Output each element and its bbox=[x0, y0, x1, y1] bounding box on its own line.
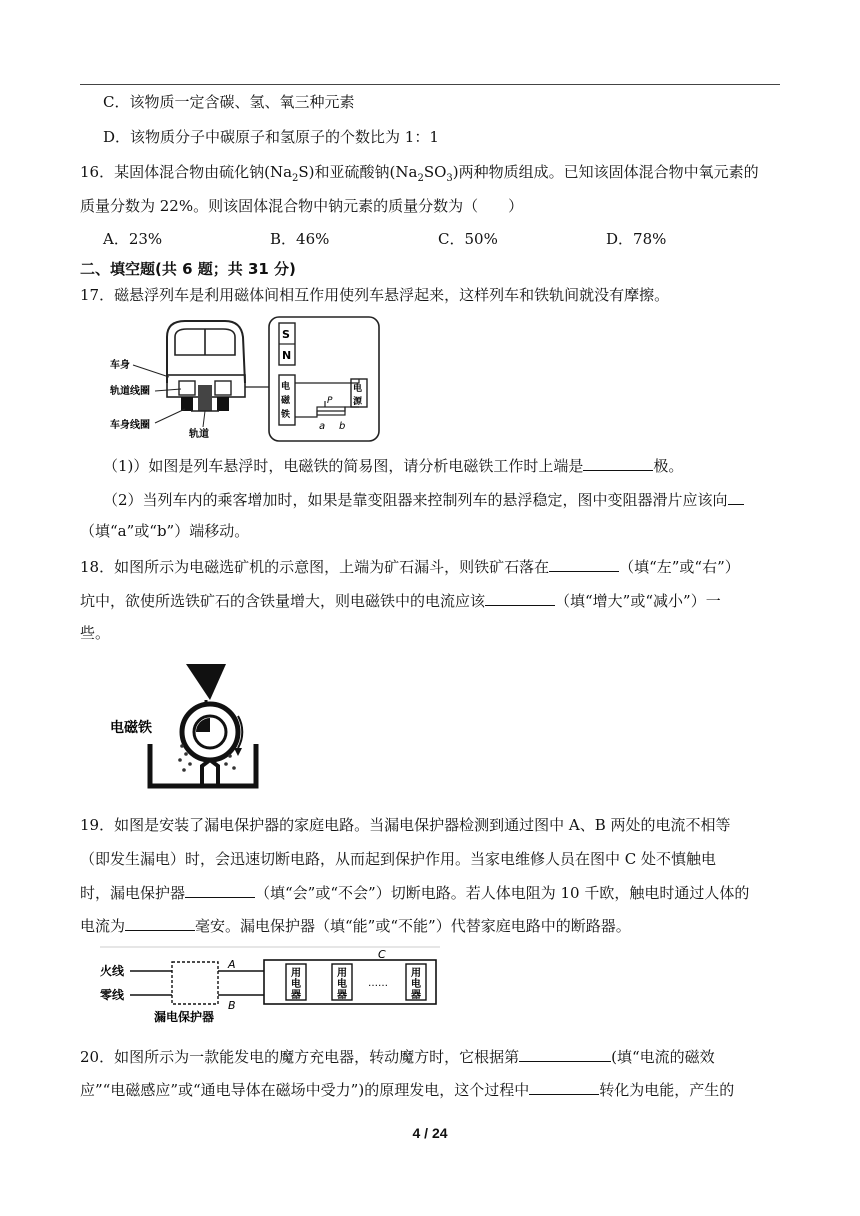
q16-sub-c: 3 bbox=[446, 173, 453, 184]
q18-line2-text: 坑中，欲使所选铁矿石的含铁量增大，则电磁铁中的电流应该 bbox=[80, 592, 486, 610]
appliance3-char-1: 用 bbox=[411, 968, 421, 979]
appliance2-char-1: 用 bbox=[337, 968, 347, 979]
appliance3-char-3: 器 bbox=[411, 990, 421, 1001]
label-protector: 漏电保护器 bbox=[154, 1010, 215, 1024]
q16-sub-a: 2 bbox=[292, 173, 299, 184]
label-live: 火线 bbox=[100, 964, 125, 978]
appliance-ellipsis: …… bbox=[368, 978, 388, 989]
label-neutral: 零线 bbox=[100, 988, 125, 1002]
q16-text-a: 16．某固体混合物由硫化钠(Na bbox=[80, 163, 293, 181]
q15-option-d: D．该物质分子中碳原子和氢原子的个数比为 1：1 bbox=[103, 128, 439, 146]
label-b: B bbox=[228, 999, 236, 1012]
q20-line-2 bbox=[80, 1079, 734, 1100]
q18-line-1 bbox=[80, 556, 740, 577]
q17-sub-2 bbox=[103, 489, 744, 510]
q16-text-b: S)和亚硫酸钠(Na bbox=[298, 163, 418, 181]
q17-blank-1[interactable] bbox=[583, 455, 653, 471]
q20-line1-text: 20．如图所示为一款能发电的魔方充电器，转动魔方时，它根据第 bbox=[80, 1048, 520, 1066]
q17-sub1-text: （1)）如图是列车悬浮时，电磁铁的简易图，请分析电磁铁工作时上端是 bbox=[103, 457, 584, 475]
q17-blank-2[interactable] bbox=[728, 489, 744, 505]
q18-line-2 bbox=[80, 590, 721, 611]
q19-line3-tail: （填“会”或“不会”）切断电路。若人体电阻为 10 千欧，触电时通过人体的 bbox=[255, 884, 750, 902]
q16-option-a: A．23% bbox=[103, 230, 163, 248]
appliance1-char-3: 器 bbox=[291, 990, 301, 1001]
q20-blank-1[interactable] bbox=[519, 1046, 611, 1062]
q20-line-1 bbox=[80, 1046, 715, 1067]
q17-line-1: 17．磁悬浮列车是利用磁体间相互作用使列车悬浮起来，这样列车和铁轨间就没有摩擦。 bbox=[80, 286, 670, 304]
q17-sub-2-line-2: （填“a”或“b”）端移动。 bbox=[80, 522, 250, 540]
leakage-circuit-figure bbox=[100, 946, 440, 1026]
appliance1-char-2: 电 bbox=[291, 979, 301, 990]
q18-line1-tail: （填“左”或“右”） bbox=[619, 558, 740, 576]
q19-blank-2[interactable] bbox=[125, 915, 195, 931]
header-rule bbox=[80, 84, 780, 85]
q20-line2-tail: 转化为电能，产生的 bbox=[599, 1081, 735, 1099]
electromagnet-char-3: 铁 bbox=[281, 410, 291, 420]
page-number: 4 / 24 bbox=[412, 1125, 448, 1141]
label-track-coil: 轨道线圈 bbox=[110, 386, 150, 397]
q16-option-d: D．78% bbox=[606, 230, 667, 248]
label-body: 车身 bbox=[110, 360, 130, 371]
q20-blank-2[interactable] bbox=[529, 1079, 599, 1095]
q18-blank-2[interactable] bbox=[485, 590, 555, 606]
section-heading: 二、填空题(共 6 题；共 31 分) bbox=[80, 260, 296, 278]
q18-line-3: 些。 bbox=[80, 624, 111, 642]
q19-line-4 bbox=[80, 915, 631, 936]
magnet-s: S bbox=[282, 328, 290, 341]
q15-option-c: C．该物质一定含碳、氢、氧三种元素 bbox=[103, 93, 355, 111]
q16-sub-b: 2 bbox=[417, 173, 424, 184]
label-a: A bbox=[228, 958, 236, 971]
power-char-1: 电 bbox=[353, 384, 363, 394]
q19-line3-text: 时，漏电保护器 bbox=[80, 884, 186, 902]
q16-text-c: SO bbox=[423, 163, 447, 181]
end-a: a bbox=[319, 421, 326, 432]
appliance2-char-3: 器 bbox=[337, 990, 347, 1001]
q18-line2-tail: （填“增大”或“减小”）一 bbox=[555, 592, 721, 610]
label-c: C bbox=[378, 948, 386, 961]
appliance2-char-2: 电 bbox=[337, 979, 347, 990]
q17-sub-1 bbox=[103, 455, 683, 476]
q19-line4-tail: 毫安。漏电保护器（填“能”或“不能”）代替家庭电路中的断路器。 bbox=[195, 917, 631, 935]
maglev-figure bbox=[105, 315, 385, 445]
q18-line1-text: 18．如图所示为电磁选矿机的示意图，上端为矿石漏斗，则铁矿石落在 bbox=[80, 558, 550, 576]
electromagnet-char-1: 电 bbox=[281, 382, 291, 392]
end-b: b bbox=[339, 421, 346, 432]
appliance3-char-2: 电 bbox=[411, 979, 421, 990]
q19-line-1: 19．如图是安装了漏电保护器的家庭电路。当漏电保护器检测到通过图中 A、B 两处的电流不相等 bbox=[80, 816, 731, 834]
q19-blank-1[interactable] bbox=[185, 882, 255, 898]
q20-line2-text: 应”“电磁感应”或“通电导体在磁场中受力”)的原理发电，这个过程中 bbox=[80, 1081, 530, 1099]
q17-sub2-text: （2）当列车内的乘客增加时，如果是靠变阻器来控制列车的悬浮稳定，图中变阻器滑片应该向 bbox=[103, 491, 728, 509]
slider-p: P bbox=[327, 396, 333, 406]
label-body-coil: 车身线圈 bbox=[110, 420, 150, 431]
q16-line-2: 质量分数为 22%。则该固体混合物中钠元素的质量分数为（ ） bbox=[80, 197, 524, 215]
label-track: 轨道 bbox=[189, 429, 209, 440]
electromagnet-label: 电磁铁 bbox=[110, 720, 152, 736]
q16-line-1 bbox=[80, 162, 759, 189]
q16-option-b: B．46% bbox=[270, 230, 330, 248]
q16-option-c: C．50% bbox=[438, 230, 498, 248]
appliance1-char-1: 用 bbox=[291, 968, 301, 979]
electromagnet-char-2: 磁 bbox=[281, 396, 291, 406]
power-char-2: 源 bbox=[353, 397, 363, 407]
q16-text-d: )两种物质组成。已知该固体混合物中氧元素的 bbox=[452, 163, 759, 181]
q17-sub1-tail: 极。 bbox=[653, 457, 684, 475]
q20-line1-tail: (填“电流的磁效 bbox=[611, 1048, 715, 1066]
magnet-n: N bbox=[282, 349, 292, 362]
q19-line-3 bbox=[80, 882, 749, 903]
q19-line-2: （即发生漏电）时，会迅速切断电路，从而起到保护作用。当家电维修人员在图中 C 处不慎触电 bbox=[80, 850, 717, 868]
ore-separator-figure bbox=[110, 660, 260, 790]
q18-blank-1[interactable] bbox=[549, 556, 619, 572]
q19-line4-text: 电流为 bbox=[80, 917, 126, 935]
